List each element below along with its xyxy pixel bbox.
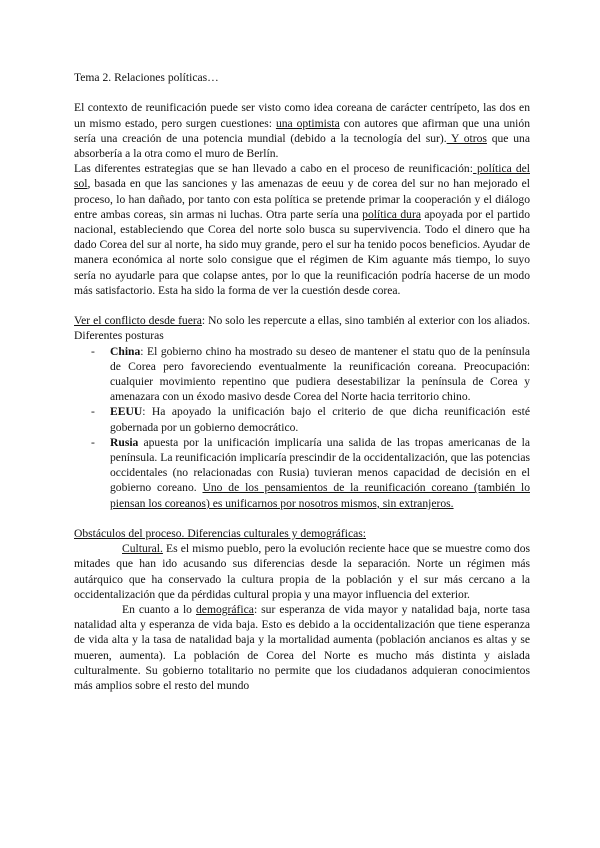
text-run: que una absorbería a la otra como el muro de Berlín. xyxy=(74,131,530,160)
bold-term: China xyxy=(110,344,141,358)
postures-list xyxy=(74,344,530,511)
demographic-paragraph xyxy=(74,602,530,693)
text-run: El contexto de reunificación puede ser visto como idea coreana de carácter centrípeto, las dos en un mismo estado, pero surgen cuestiones: xyxy=(74,101,530,130)
bold-term: EEUU xyxy=(110,405,143,419)
text-run: Las diferentes estrategias que se han llevado a cabo en el proceso de reunificación: xyxy=(74,162,473,176)
obstacles-heading xyxy=(74,526,530,541)
underlined-text: Y otros xyxy=(446,131,487,145)
text-run: apoyada por el partido nacional, estableciendo que Corea del norte solo busca su supervivencia. Todo el dinero que ha dado Corea del sur al norte, ha sido muy grande, pero el sur ha tenido pocos beneficios. Ayudar de manera económica al norte solo consigue que el régimen de Kim aguante más tiempo, lo suyo sería no ayudarle para que colapse antes, por lo que la reunificación podría hacerse de un modo más satisfactorio. Esta ha sido la forma de ver la cuestión desde corea. xyxy=(74,207,530,297)
text-run: : Ha apoyado la unificación bajo el criterio de que dicha reunificación esté gobernada por un gobierno democrático. xyxy=(110,405,530,434)
text-run: En cuanto a lo xyxy=(122,603,196,617)
list-item xyxy=(74,344,530,405)
text-run: con autores que afirman que una unión sería una creación de una potencia mundial (debido a la tecnología del sur). xyxy=(74,116,530,145)
underlined-text: política del sol xyxy=(74,162,530,191)
list-item xyxy=(74,435,530,511)
cultural-paragraph xyxy=(74,541,530,602)
document-title: Tema 2. Relaciones políticas… xyxy=(74,71,219,84)
intro-paragraph xyxy=(74,100,530,161)
text-run: : El gobierno chino ha mostrado su deseo de mantener el statu quo de la península de Corea pero favoreciendo eventualmente la reunificación coreana. Preocupación: cualquier movimiento repentino que pudiera desestabilizar la península de Corea y amenazara con un éxodo masivo desde Corea del Norte hacia territorio chino. xyxy=(110,344,530,404)
text-run: : sur esperanza de vida mayor y natalidad baja, norte tasa natalidad alta y esperanza de vida baja. Esto es debido a la occidentalización que tiene esperanza de vida alta y la tasa de natalidad baja y la mortalidad aumenta (población ancianos es altas y se mueren, aumenta). La población de Corea del Norte es mucho más distinta y aislada culturalmente. Su gobierno totalitario no permite que los ciudadanos adquieran conocimientos más amplios sobre el resto del mundo xyxy=(74,603,531,693)
text-run: apuesta por la unificación implicaría una salida de las tropas americanas de la península. La reunificación implicaría prescindir de la occidentalización, que las potencias occidentales (no relacionadas con Rusia) tuvieran menos capacidad de decisión en el gobierno coreano. xyxy=(110,435,530,495)
document-body xyxy=(74,100,530,693)
strategies-paragraph xyxy=(74,161,530,298)
underlined-text: Cultural. xyxy=(122,542,163,556)
bullet-dash: - xyxy=(91,344,95,358)
document-page xyxy=(74,70,530,693)
bullet-dash: - xyxy=(91,405,95,419)
underlined-text: Obstáculos del proceso. Diferencias culturales y demográficas: xyxy=(74,527,366,541)
underlined-text: Ver el conflicto desde fuera xyxy=(74,314,202,328)
bold-term: Rusia xyxy=(110,435,139,449)
text-run: : No solo les repercute a ellas, sino también al exterior con los aliados. Diferentes posturas xyxy=(74,314,530,343)
underlined-text: política dura xyxy=(362,207,421,221)
external-view-paragraph xyxy=(74,313,530,343)
list-item xyxy=(74,404,530,434)
text-run: Es el mismo pueblo, pero la evolución reciente hace que se muestre como dos mitades que han ido acusando sus diferencias desde la separación. Norte un régimen más autárquico que ha conservado la cultura propia de la población y el sur más cercano a la occidentalización que da pérdidas cultural propia y una mayor influencia del exterior. xyxy=(74,542,530,601)
blank-line xyxy=(74,298,530,313)
underlined-text: una optimista xyxy=(275,116,340,130)
underlined-text: demográfica xyxy=(196,603,254,617)
bullet-dash: - xyxy=(91,435,95,449)
blank-line xyxy=(74,511,530,526)
text-run: , basada en que las sanciones y las amenazas de eeuu y de corea del sur no han mejorado el proceso, lo han dañado, por tanto con esta política se pretende primar la cooperación y el diálogo entre ambas coreas, sin armas ni luchas. Otra parte sería una xyxy=(74,177,530,221)
underlined-text: Uno de los pensamientos de la reunificación coreano (también lo piensan los coreanos) es unificarnos por nosotros mismos, sin extranjeros. xyxy=(110,481,530,510)
